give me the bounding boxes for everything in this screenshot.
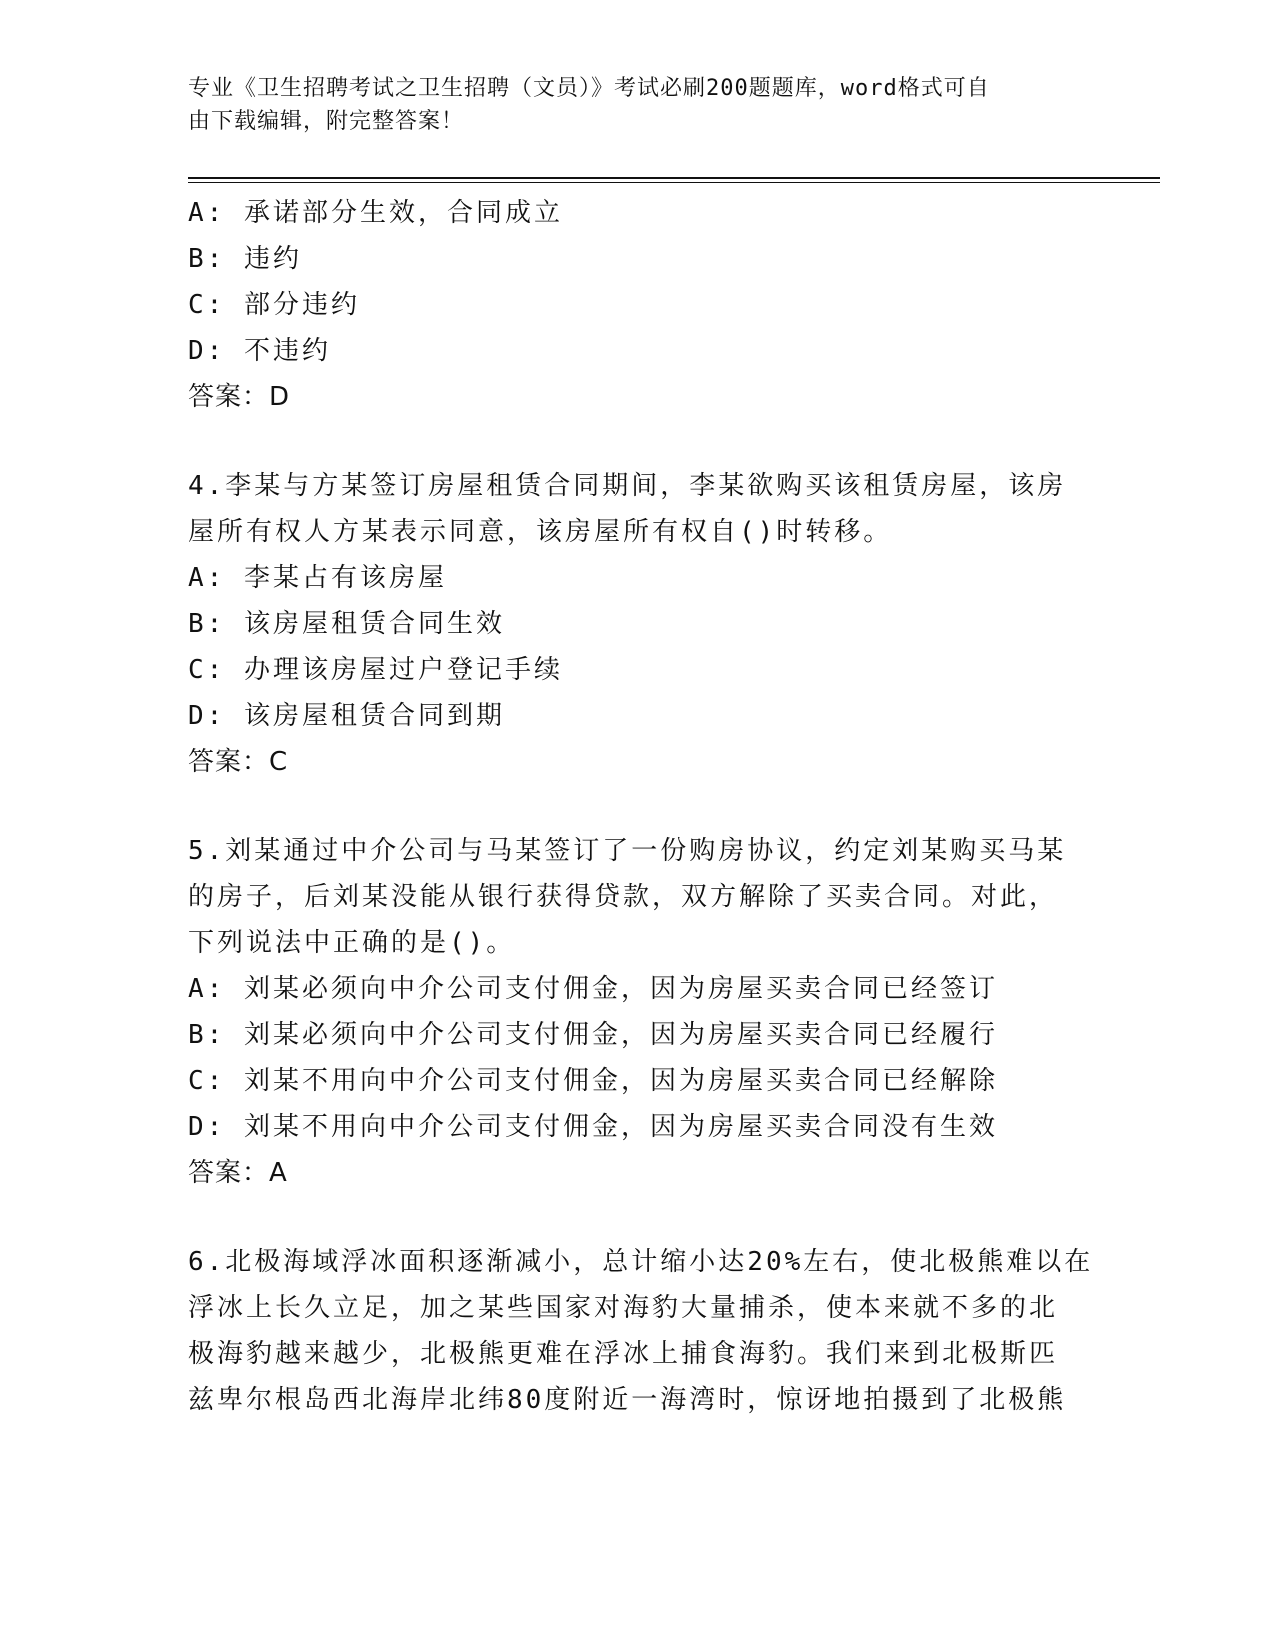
q4-option-d: D: 该房屋租赁合同到期 (188, 701, 505, 731)
q5-option-c: C: 刘某不用向中介公司支付佣金，因为房屋买卖合同已经解除 (188, 1066, 998, 1096)
header-rule-thin (188, 182, 1160, 183)
q5-option-d: D: 刘某不用向中介公司支付佣金，因为房屋买卖合同没有生效 (188, 1112, 998, 1142)
q6-stem-line-2: 浮冰上长久立足，加之某些国家对海豹大量捕杀，使本来就不多的北 (188, 1293, 1059, 1323)
q3-option-a: A: 承诺部分生效，合同成立 (188, 198, 563, 228)
q5-answer: 答案：A (188, 1158, 288, 1188)
q5-option-b: B: 刘某必须向中介公司支付佣金，因为房屋买卖合同已经履行 (188, 1020, 998, 1050)
question-4 (188, 463, 1088, 785)
q6-stem-line-4: 兹卑尔根岛西北海岸北纬80度附近一海湾时，惊讶地拍摄到了北极熊 (188, 1385, 1067, 1415)
question-6 (188, 1239, 1094, 1423)
q5-stem-line-3: 下列说法中正确的是()。 (188, 928, 516, 958)
q4-stem-line-2: 屋所有权人方某表示同意，该房屋所有权自()时转移。 (188, 517, 893, 547)
q3-option-b: B: 违约 (188, 244, 302, 274)
question-3 (188, 190, 1088, 420)
document-header (188, 72, 1088, 138)
q6-stem-line-1: 6.北极海域浮冰面积逐渐减小，总计缩小达20%左右，使北极熊难以在 (188, 1247, 1094, 1277)
q4-option-c: C: 办理该房屋过户登记手续 (188, 655, 563, 685)
q3-option-d: D: 不违约 (188, 336, 331, 366)
q4-stem-line-1: 4.李某与方某签订房屋租赁合同期间，李某欲购买该租赁房屋，该房 (188, 471, 1067, 501)
q4-answer: 答案：C (188, 747, 289, 777)
header-rule-thick (188, 177, 1160, 179)
q5-option-a: A: 刘某必须向中介公司支付佣金，因为房屋买卖合同已经签订 (188, 974, 998, 1004)
question-content (188, 190, 1094, 1423)
q4-option-b: B: 该房屋租赁合同生效 (188, 609, 505, 639)
q4-option-a: A: 李某占有该房屋 (188, 563, 447, 593)
q5-stem-line-2: 的房子，后刘某没能从银行获得贷款，双方解除了买卖合同。对此， (188, 882, 1059, 912)
question-5 (188, 828, 1088, 1196)
q6-stem-line-3: 极海豹越来越少，北极熊更难在浮冰上捕食海豹。我们来到北极斯匹 (188, 1339, 1059, 1369)
q3-option-c: C: 部分违约 (188, 290, 360, 320)
q3-answer: 答案：D (188, 382, 291, 412)
header-line-1: 专业《卫生招聘考试之卫生招聘（文员）》考试必刷200题题库，word格式可自 (188, 76, 990, 101)
q5-stem-line-1: 5.刘某通过中介公司与马某签订了一份购房协议，约定刘某购买马某 (188, 836, 1067, 866)
header-line-2: 由下载编辑，附完整答案！ (188, 109, 465, 134)
